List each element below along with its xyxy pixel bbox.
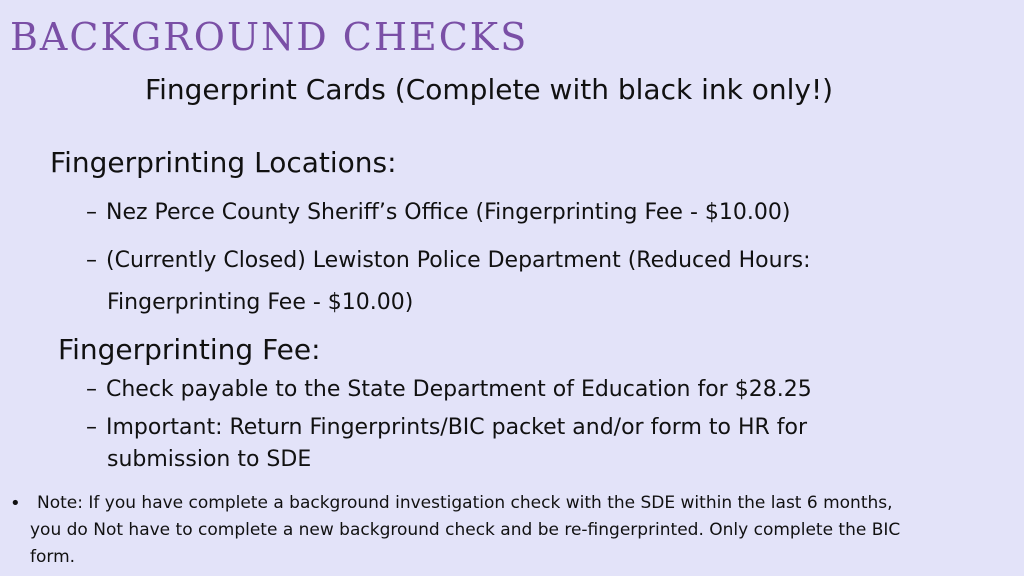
- note-line-3: form.: [30, 547, 76, 567]
- fee-heading: Fingerprinting Fee:: [58, 333, 321, 366]
- slide-title: BACKGROUND CHECKS: [10, 15, 529, 59]
- slide-subtitle: Fingerprint Cards (Complete with black ink only!): [145, 73, 834, 106]
- location-item-sheriff-text: Nez Perce County Sheriff’s Office (Fingerprinting Fee - $10.00): [106, 200, 791, 225]
- fee-item-important: [86, 410, 807, 446]
- fee-item-important-continued: submission to SDE: [107, 447, 312, 472]
- note-line-1: Note: If you have complete a background investigation check with the SDE within the last 6 months,: [37, 493, 893, 513]
- bullet-icon: •: [10, 493, 21, 514]
- note-line-2: you do Not have to complete a new background check and be re-fingerprinted. Only complete the BIC: [30, 520, 901, 540]
- dash-marker: –: [86, 200, 97, 225]
- dash-marker: –: [86, 248, 97, 273]
- location-item-police-text: (Currently Closed) Lewiston Police Department (Reduced Hours:: [106, 248, 811, 273]
- dash-marker: –: [86, 415, 97, 440]
- fee-item-check: [86, 372, 812, 408]
- location-item-police: [86, 243, 811, 279]
- dash-marker: –: [86, 377, 97, 402]
- location-item-sheriff: [86, 195, 790, 231]
- locations-heading: Fingerprinting Locations:: [50, 146, 397, 179]
- location-item-police-continued: Fingerprinting Fee - $10.00): [107, 290, 414, 315]
- fee-item-important-text: Important: Return Fingerprints/BIC packet and/or form to HR for: [106, 415, 808, 440]
- fee-item-check-text: Check payable to the State Department of Education for $28.25: [106, 377, 812, 402]
